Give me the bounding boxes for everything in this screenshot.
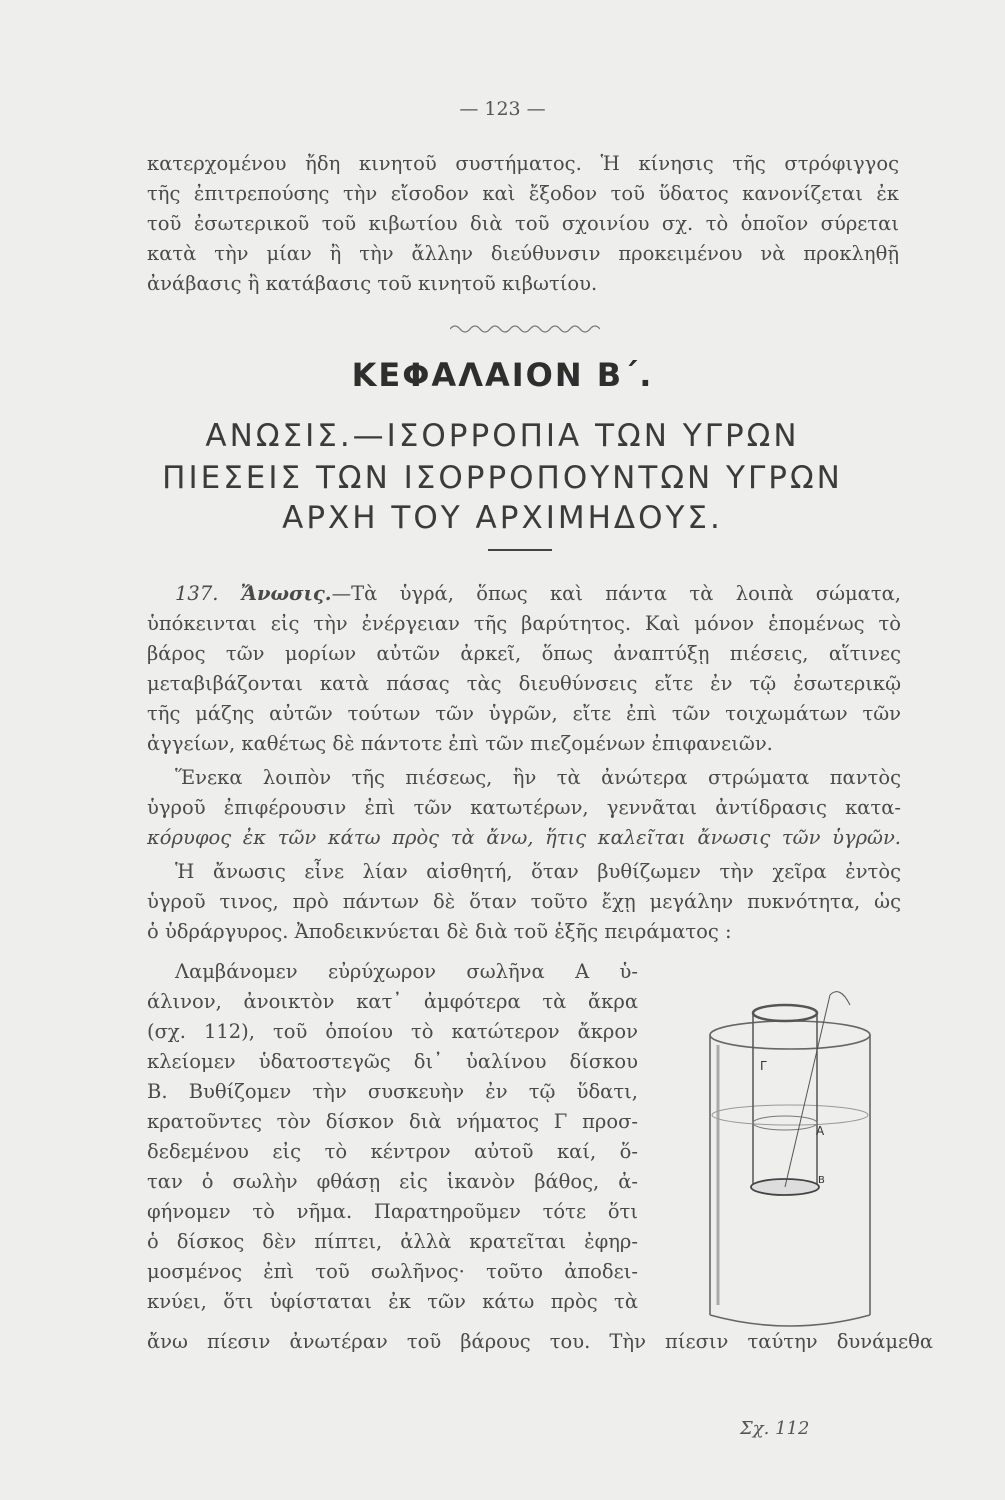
experiment-line: φήνομεν τὸ νῆμα. Παρατηροῦμεν τότε ὅτι (147, 1200, 638, 1223)
paragraph-line: ἀγγείων, καθέτως δὲ πάντοτε ἐπὶ τῶν πιεζομένων ἐπιφανειῶν. (147, 732, 773, 755)
svg-text:Γ: Γ (760, 1059, 767, 1073)
svg-text:Β: Β (818, 1175, 825, 1186)
experiment-line: κλείομεν ὑδατοστεγῶς δι᾽ ὑαλίνου δίσκου (147, 1050, 638, 1073)
section-heading: ΠΙΕΣΕΙΣ ΤΩΝ ΙΣΟΡΡΟΠΟΥΝΤΩΝ ΥΓΡΩΝ (162, 460, 843, 496)
section-heading: ΑΝΩΣΙΣ.—ΙΣΟΡΡΟΠΙΑ ΤΩΝ ΥΓΡΩΝ (205, 418, 800, 454)
intro-line: τῆς ἐπιτρεπούσης τὴν εἴσοδον καὶ ἔξοδον τοῦ ὕδατος κανονίζεται ἐκ (147, 182, 899, 205)
experiment-line: κρατοῦντες τὸν δίσκον διὰ νήματος Γ προσ- (147, 1110, 638, 1133)
paragraph-title: Ἄνωσις. (240, 582, 332, 605)
title-rule (488, 549, 552, 551)
intro-line: κατερχομένου ἤδη κινητοῦ συστήματος. Ἡ κίνησις τῆς στρόφιγγος (147, 152, 899, 175)
experiment-line: ταν ὁ σωλὴν φθάσῃ εἰς ἱκανὸν βάθος, ἀ- (147, 1170, 638, 1193)
paragraph-text: —Τὰ ὑγρά, ὅπως καὶ πάντα τὰ λοιπὰ σώματα, (331, 582, 901, 605)
experiment-line: ὁ δίσκος δὲν πίπτει, ἀλλὰ κρατεῖται ἐφηρ- (147, 1230, 638, 1253)
intro-line: ἀνάβασις ἢ κατάβασις τοῦ κινητοῦ κιβωτίου. (147, 272, 598, 295)
experiment-line: άλινον, ἀνοικτὸν κατ᾽ ἀμφότερα τὰ ἄκρα (147, 990, 638, 1013)
experiment-line: Β. Βυθίζομεν τὴν συσκευὴν ἐν τῷ ὕδατι, (147, 1080, 638, 1103)
page-number: — 123 — (459, 98, 546, 120)
paragraph-line: μεταβιβάζονται κατὰ πάσας τὰς διευθύνσεις εἴτε ἐν τῷ ἐσωτερικῷ (147, 672, 901, 695)
paragraph-line: ὑπόκεινται εἰς τὴν ἐνέργειαν τῆς βαρύτητος. Καὶ μόνον ἑπομένως τὸ (147, 612, 901, 635)
paragraph-line: Ἕνεκα λοιπὸν τῆς πιέσεως, ἣν τὰ ἀνώτερα στρώματα παντὸς (175, 766, 901, 789)
paragraph-line: Ἡ ἄνωσις εἶνε λίαν αἰσθητή, ὅταν βυθίζωμεν τὴν χεῖρα ἐντὸς (175, 860, 901, 883)
chapter-title: ΚΕΦΑΛΑΙΟΝ Β΄. (351, 356, 654, 394)
experiment-line: δεδεμένου εἰς τὸ κέντρον αὐτοῦ καί, ὅ- (147, 1140, 638, 1163)
paragraph-line: τῆς μάζης αὐτῶν τούτων τῶν ὑγρῶν, εἴτε ἐπὶ τῶν τοιχωμάτων τῶν (147, 702, 901, 725)
section-heading: ΑΡΧΗ ΤΟΥ ΑΡΧΙΜΗΔΟΥΣ. (282, 500, 723, 536)
experiment-line: μοσμένος ἐπὶ τοῦ σωλῆνος· τοῦτο ἀποδει- (147, 1260, 638, 1283)
experiment-line: Λαμβάνομεν εὐρύχωρον σωλῆνα Α ὑ- (175, 960, 638, 983)
paragraph-number: 137. (175, 582, 219, 605)
paragraph-line: κόρυφος ἐκ τῶν κάτω πρὸς τὰ ἄνω, ἥτις καλεῖται ἄνωσις τῶν ὑγρῶν. (147, 826, 901, 849)
paragraph-first-line (175, 582, 901, 606)
intro-line: τοῦ ἐσωτερικοῦ τοῦ κιβωτίου διὰ τοῦ σχοινίου σχ. τὸ ὁποῖον σύρεται (147, 212, 899, 235)
paragraph-line: βάρος τῶν μορίων αὐτῶν ἀρκεῖ, ὅπως ἀναπτύξῃ πιέσεις, αἵτινες (147, 642, 901, 665)
paragraph-line: ὑγροῦ τινος, πρὸ πάντων δὲ ὅταν τοῦτο ἔχῃ μεγάλην πυκνότητα, ὡς (147, 890, 901, 913)
paragraph-line: ὑγροῦ ἐπιφέρουσιν ἐπὶ τῶν κατωτέρων, γεννᾶται ἀντίδρασις κατα- (147, 796, 901, 819)
last-line: ἄνω πίεσιν ἀνωτέραν τοῦ βάρους του. Τὴν πίεσιν ταύτην δυνάμεθα (147, 1330, 933, 1353)
intro-line: κατὰ τὴν μίαν ἢ τὴν ἄλλην διεύθυνσιν προκειμένου νὰ προκληθῇ (147, 242, 899, 265)
experiment-line: κνύει, ὅτι ὑφίσταται ἐκ τῶν κάτω πρὸς τὰ (147, 1290, 638, 1313)
svg-text:Α: Α (816, 1124, 825, 1138)
experiment-line: (σχ. 112), τοῦ ὁποίου τὸ κατώτερον ἄκρον (147, 1020, 638, 1043)
glass-tube-experiment-illustration (690, 975, 900, 1345)
paragraph-line: ὁ ὑδράργυρος. Ἀποδεικνύεται δὲ διὰ τοῦ ἑξῆς πειράματος : (147, 920, 732, 943)
ornamental-divider (450, 322, 600, 336)
figure-caption: Σχ. 112 (740, 1418, 810, 1439)
